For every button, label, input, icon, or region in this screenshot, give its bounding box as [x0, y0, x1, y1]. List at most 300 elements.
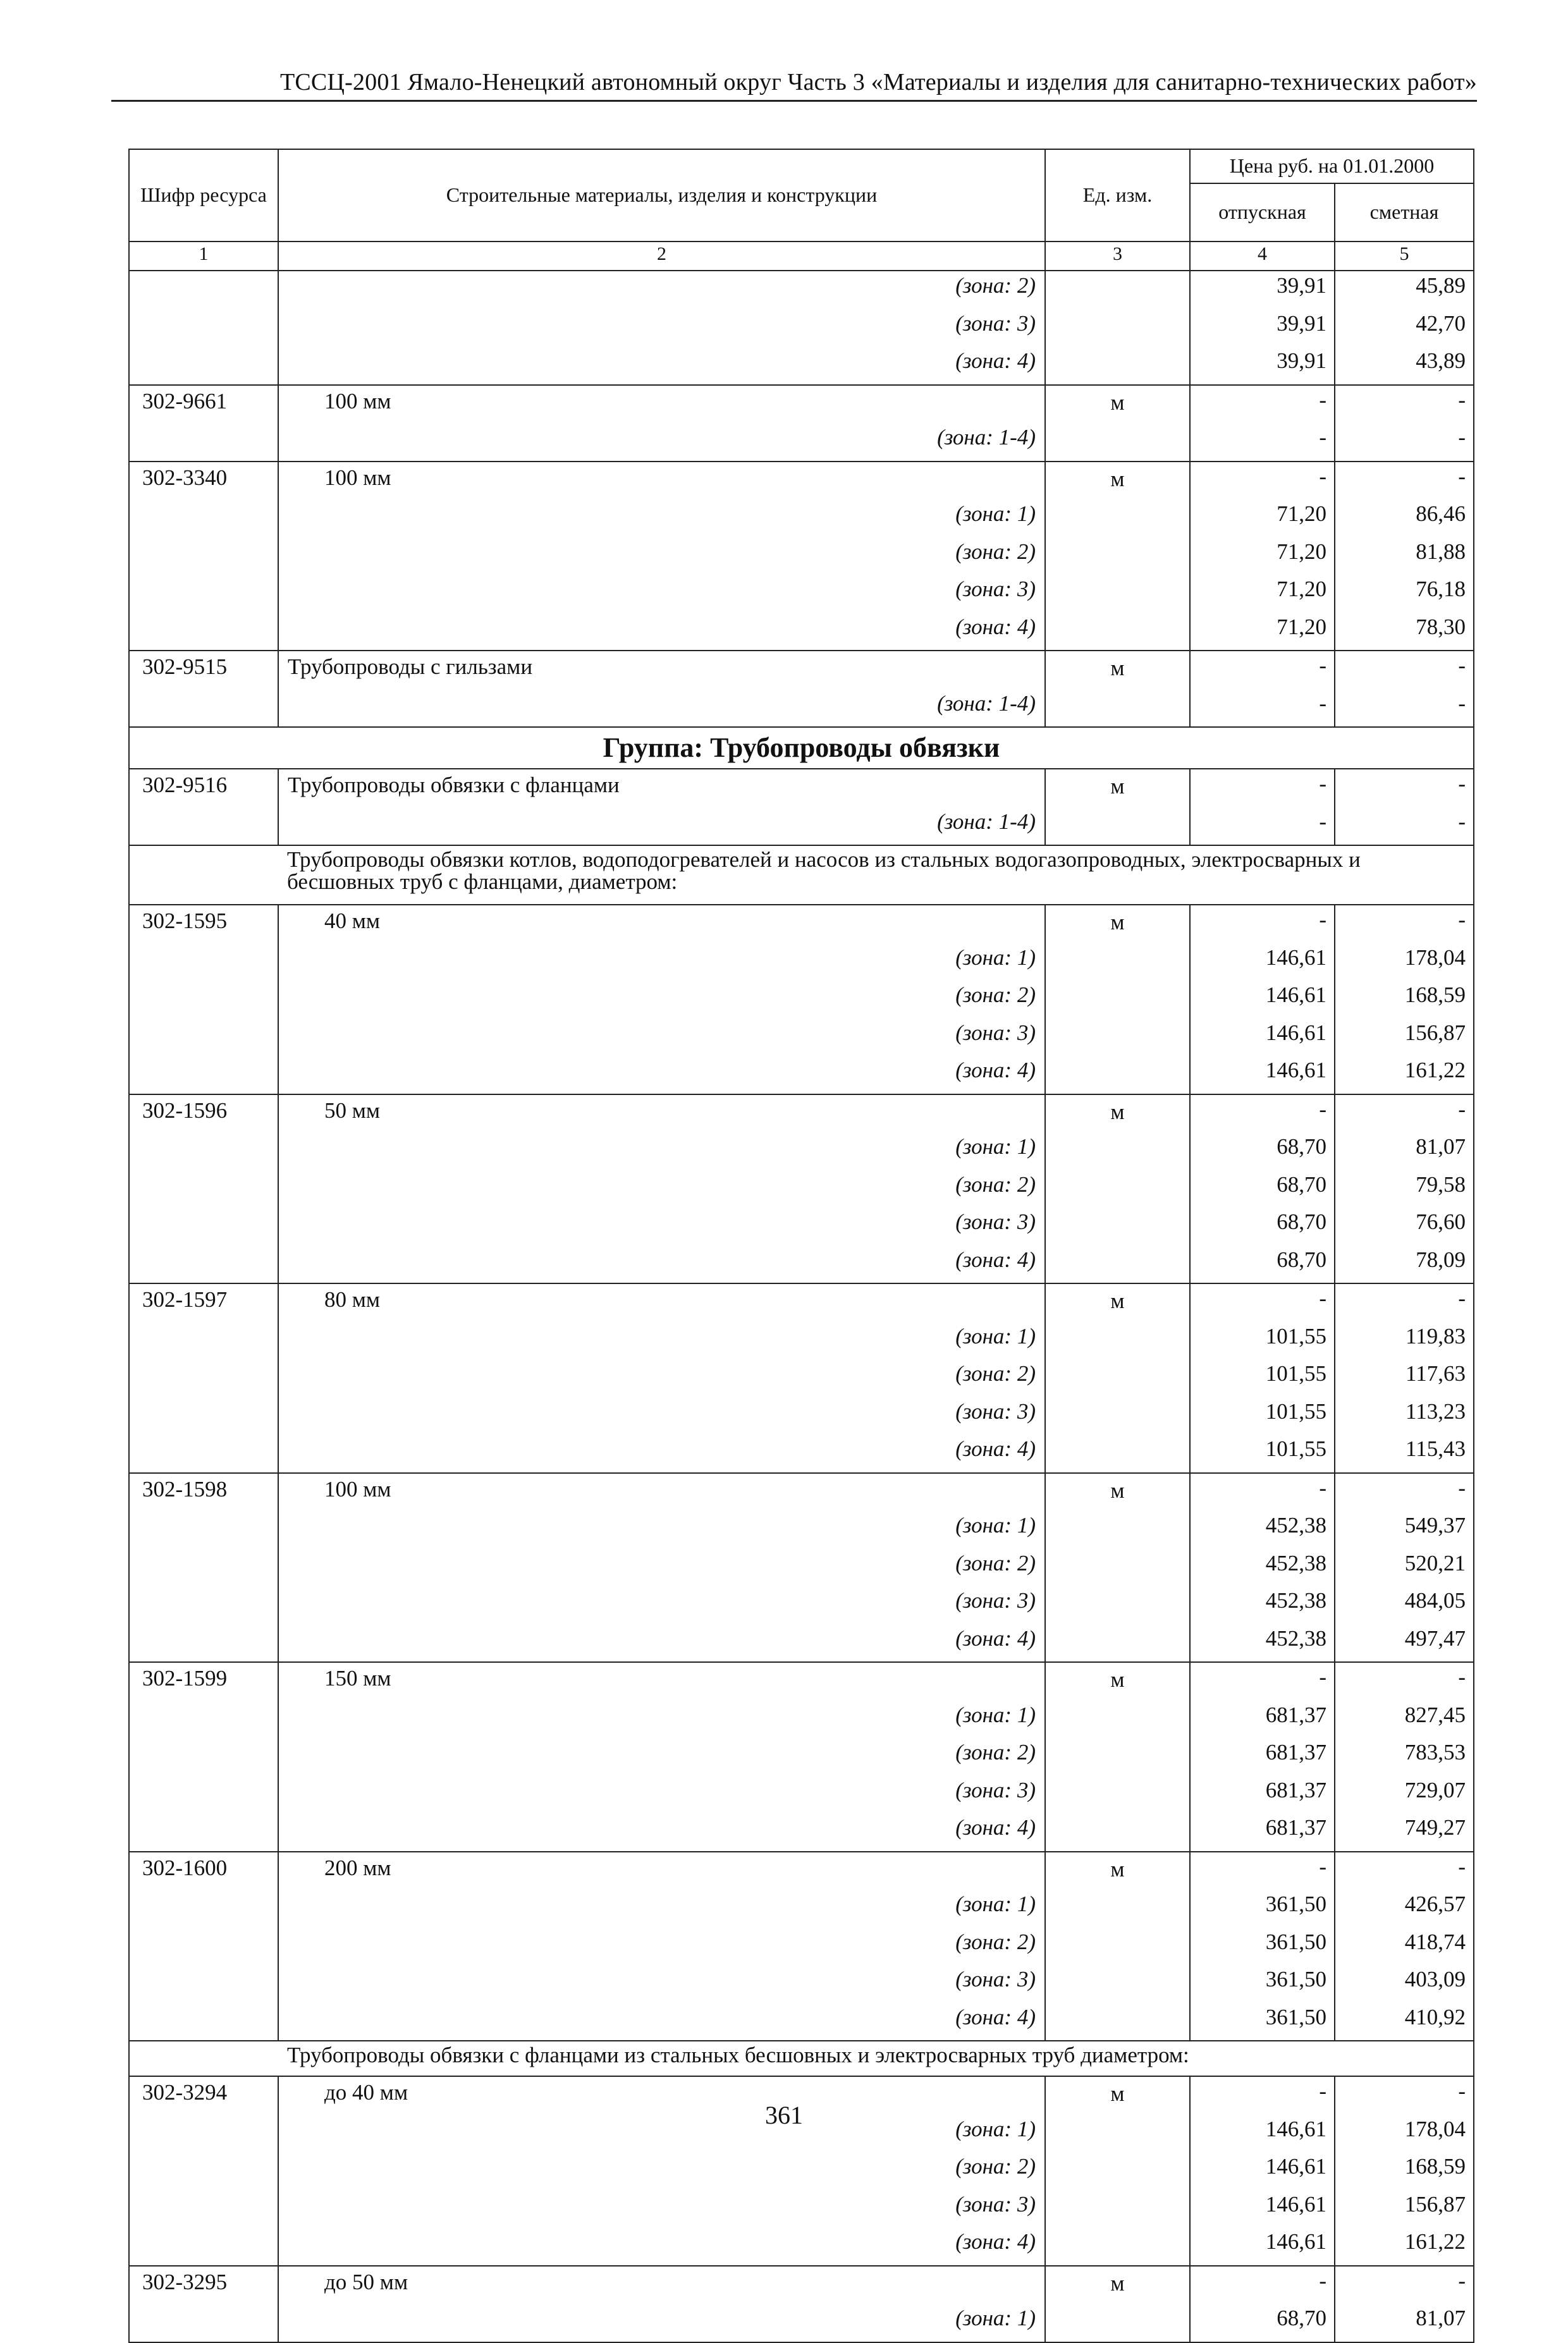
unit-cell [1045, 1586, 1190, 1624]
resource-code [129, 1928, 278, 1966]
table-row [129, 1322, 1474, 1360]
material-name: Трубопроводы с гильзами [278, 651, 1045, 689]
resource-code [129, 1019, 278, 1056]
unit-cell [1045, 1435, 1190, 1473]
unit-cell [1045, 1928, 1190, 1966]
resource-code: 302-9515 [129, 651, 278, 689]
resource-code [129, 689, 278, 728]
estimate-price: 729,07 [1335, 1776, 1474, 1814]
estimate-price: 156,87 [1335, 1019, 1474, 1056]
table-row [129, 1662, 1474, 1701]
table-row [129, 309, 1474, 347]
material-name: Трубопроводы обвязки с фланцами [278, 769, 1045, 807]
zone-label: (зона: 1-4) [278, 689, 1045, 728]
resource-code [129, 1435, 278, 1473]
release-price: 361,50 [1190, 1890, 1335, 1928]
release-price: 452,38 [1190, 1624, 1335, 1663]
table-row [129, 1170, 1474, 1208]
table-row [129, 1473, 1474, 1512]
estimate-price: - [1335, 651, 1474, 689]
estimate-price: 827,45 [1335, 1701, 1474, 1739]
unit-cell [1045, 2304, 1190, 2342]
release-price: 68,70 [1190, 1245, 1335, 1284]
unit-cell [1045, 499, 1190, 537]
resource-code [129, 981, 278, 1019]
unit-cell [1045, 1322, 1190, 1360]
estimate-price: - [1335, 807, 1474, 846]
zone-label: (зона: 4) [278, 2227, 1045, 2266]
release-price: 71,20 [1190, 613, 1335, 651]
column-number: 5 [1335, 242, 1474, 271]
release-price: - [1190, 651, 1335, 689]
table-row [129, 1359, 1474, 1397]
unit-cell: м [1045, 1283, 1190, 1322]
column-header-estimate-price: сметная [1335, 183, 1474, 242]
resource-code [129, 2190, 278, 2228]
resource-code: 302-3340 [129, 462, 278, 500]
column-header-release-price: отпускная [1190, 183, 1335, 242]
table-row [129, 981, 1474, 1019]
release-price: 146,61 [1190, 1019, 1335, 1056]
resource-code [129, 1245, 278, 1284]
table-row [129, 2003, 1474, 2041]
resource-code: 302-3295 [129, 2266, 278, 2304]
zone-label: (зона: 3) [278, 1397, 1045, 1435]
column-number: 2 [278, 242, 1045, 271]
release-price: 101,55 [1190, 1322, 1335, 1360]
unit-cell [1045, 423, 1190, 462]
release-price: - [1190, 807, 1335, 846]
zone-label: (зона: 1) [278, 943, 1045, 981]
unit-cell [1045, 1776, 1190, 1814]
resource-code [129, 1890, 278, 1928]
zone-label: (зона: 1) [278, 1890, 1045, 1928]
unit-cell: м [1045, 1852, 1190, 1890]
unit-cell [1045, 1397, 1190, 1435]
table-row [129, 905, 1474, 943]
release-price: - [1190, 769, 1335, 807]
unit-cell [1045, 537, 1190, 575]
table-row [129, 1056, 1474, 1094]
unit-cell [1045, 1019, 1190, 1056]
table-row [129, 1586, 1474, 1624]
resource-code: 302-1595 [129, 905, 278, 943]
table-row [129, 1776, 1474, 1814]
price-table [128, 149, 1474, 2343]
estimate-price: 45,89 [1335, 271, 1474, 309]
zone-label: (зона: 2) [278, 271, 1045, 309]
estimate-price: 418,74 [1335, 1928, 1474, 1966]
table-row [129, 575, 1474, 613]
release-price: - [1190, 1283, 1335, 1322]
unit-cell [1045, 1132, 1190, 1170]
zone-label: (зона: 3) [278, 309, 1045, 347]
release-price: 361,50 [1190, 1928, 1335, 1966]
estimate-price: 156,87 [1335, 2190, 1474, 2228]
table-row [129, 423, 1474, 462]
estimate-price: 117,63 [1335, 1359, 1474, 1397]
material-name: 100 мм [278, 1473, 1045, 1512]
material-name: 100 мм [278, 385, 1045, 424]
zone-label: (зона: 1) [278, 499, 1045, 537]
release-price: 361,50 [1190, 1965, 1335, 2003]
table-row [129, 1019, 1474, 1056]
unit-cell [1045, 1624, 1190, 1663]
resource-code [129, 2304, 278, 2342]
resource-code [129, 423, 278, 462]
release-price: 452,38 [1190, 1511, 1335, 1549]
unit-cell [1045, 1701, 1190, 1739]
estimate-price: 520,21 [1335, 1549, 1474, 1587]
table-row [129, 1283, 1474, 1322]
group-heading: Группа: Трубопроводы обвязки [129, 727, 1474, 769]
estimate-price: - [1335, 689, 1474, 728]
unit-cell [1045, 943, 1190, 981]
unit-cell [1045, 1245, 1190, 1284]
estimate-price: - [1335, 1094, 1474, 1133]
zone-label: (зона: 1) [278, 2304, 1045, 2342]
table-row [129, 2152, 1474, 2190]
release-price: 71,20 [1190, 575, 1335, 613]
release-price: - [1190, 2076, 1335, 2115]
estimate-price: 119,83 [1335, 1322, 1474, 1360]
unit-cell [1045, 2003, 1190, 2041]
table-row [129, 1928, 1474, 1966]
resource-code: 302-1600 [129, 1852, 278, 1890]
estimate-price: 484,05 [1335, 1586, 1474, 1624]
table-row [129, 1549, 1474, 1587]
material-name: 50 мм [278, 1094, 1045, 1133]
release-price: - [1190, 905, 1335, 943]
table-row [129, 1094, 1474, 1133]
zone-label: (зона: 3) [278, 1965, 1045, 2003]
estimate-price: 403,09 [1335, 1965, 1474, 2003]
column-number: 3 [1045, 242, 1190, 271]
table-row [129, 613, 1474, 651]
resource-code [129, 2003, 278, 2041]
release-price: 146,61 [1190, 2227, 1335, 2266]
zone-label: (зона: 3) [278, 2190, 1045, 2228]
resource-code [129, 1511, 278, 1549]
table-row [129, 651, 1474, 689]
resource-code: 302-1596 [129, 1094, 278, 1133]
zone-label: (зона: 1) [278, 1132, 1045, 1170]
resource-code [129, 1208, 278, 1245]
estimate-price: - [1335, 1852, 1474, 1890]
estimate-price: 79,58 [1335, 1170, 1474, 1208]
release-price: - [1190, 2266, 1335, 2304]
zone-label: (зона: 4) [278, 1056, 1045, 1094]
table-row [129, 807, 1474, 846]
estimate-price: 76,60 [1335, 1208, 1474, 1245]
zone-label: (зона: 2) [278, 1359, 1045, 1397]
resource-code [129, 2227, 278, 2266]
resource-code [129, 271, 278, 309]
resource-code: 302-9661 [129, 385, 278, 424]
table-header [129, 149, 1474, 271]
zone-label: (зона: 2) [278, 537, 1045, 575]
estimate-price: - [1335, 423, 1474, 462]
release-price: 681,37 [1190, 1813, 1335, 1852]
table-row [129, 2190, 1474, 2228]
release-price: 101,55 [1190, 1397, 1335, 1435]
unit-cell [1045, 613, 1190, 651]
release-price: 39,91 [1190, 271, 1335, 309]
estimate-price: 783,53 [1335, 1738, 1474, 1776]
unit-cell [1045, 1208, 1190, 1245]
release-price: - [1190, 423, 1335, 462]
zone-label: (зона: 4) [278, 1624, 1045, 1663]
resource-code [129, 1170, 278, 1208]
table-row [129, 1245, 1474, 1284]
zone-label: (зона: 1) [278, 1511, 1045, 1549]
estimate-price: 178,04 [1335, 2115, 1474, 2153]
estimate-price: 497,47 [1335, 1624, 1474, 1663]
estimate-price: - [1335, 1473, 1474, 1512]
table-row [129, 1511, 1474, 1549]
resource-code [129, 1056, 278, 1094]
resource-code [129, 1738, 278, 1776]
estimate-price: 78,09 [1335, 1245, 1474, 1284]
table-body [129, 271, 1474, 2342]
zone-label: (зона: 2) [278, 2152, 1045, 2190]
zone-label: (зона: 4) [278, 613, 1045, 651]
unit-cell [1045, 2190, 1190, 2228]
material-name: 200 мм [278, 1852, 1045, 1890]
material-name: 40 мм [278, 905, 1045, 943]
unit-cell [1045, 1813, 1190, 1852]
zone-label: (зона: 3) [278, 1019, 1045, 1056]
estimate-price: 78,30 [1335, 613, 1474, 651]
estimate-price: - [1335, 385, 1474, 424]
estimate-price: 81,07 [1335, 1132, 1474, 1170]
unit-cell: м [1045, 385, 1190, 424]
table-row [129, 462, 1474, 500]
release-price: 452,38 [1190, 1549, 1335, 1587]
release-price: 146,61 [1190, 2152, 1335, 2190]
table-row [129, 1890, 1474, 1928]
resource-code [129, 2152, 278, 2190]
material-name: 150 мм [278, 1662, 1045, 1701]
resource-code [129, 309, 278, 347]
resource-code [129, 537, 278, 575]
estimate-price: 161,22 [1335, 1056, 1474, 1094]
release-price: - [1190, 689, 1335, 728]
resource-code [129, 1549, 278, 1587]
table-row [129, 1813, 1474, 1852]
release-price: - [1190, 1852, 1335, 1890]
resource-code [129, 1776, 278, 1814]
table-row [129, 1852, 1474, 1890]
estimate-price: 178,04 [1335, 943, 1474, 981]
section-note-row [129, 845, 1474, 905]
unit-cell: м [1045, 1662, 1190, 1701]
estimate-price: - [1335, 2266, 1474, 2304]
resource-code [129, 1624, 278, 1663]
resource-code [129, 1813, 278, 1852]
unit-cell: м [1045, 2076, 1190, 2115]
table-row [129, 1435, 1474, 1473]
table-row [129, 1701, 1474, 1739]
estimate-price: 168,59 [1335, 2152, 1474, 2190]
table-row [129, 2266, 1474, 2304]
unit-cell: м [1045, 1094, 1190, 1133]
resource-code [129, 807, 278, 846]
unit-cell [1045, 981, 1190, 1019]
zone-label: (зона: 1-4) [278, 423, 1045, 462]
zone-label: (зона: 3) [278, 1586, 1045, 1624]
unit-cell [1045, 1511, 1190, 1549]
zone-label: (зона: 2) [278, 981, 1045, 1019]
table-row [129, 2304, 1474, 2342]
zone-label: (зона: 1-4) [278, 807, 1045, 846]
unit-cell [1045, 1738, 1190, 1776]
release-price: - [1190, 385, 1335, 424]
release-price: 146,61 [1190, 1056, 1335, 1094]
table-row [129, 385, 1474, 424]
zone-label: (зона: 2) [278, 1928, 1045, 1966]
estimate-price: - [1335, 1283, 1474, 1322]
column-number-row [129, 242, 1474, 271]
release-price: 71,20 [1190, 499, 1335, 537]
zone-label: (зона: 1) [278, 1701, 1045, 1739]
estimate-price: 115,43 [1335, 1435, 1474, 1473]
zone-label: (зона: 2) [278, 1549, 1045, 1587]
release-price: 68,70 [1190, 1132, 1335, 1170]
section-note: Трубопроводы обвязки с фланцами из стальных бесшовных и электросварных труб диаметром: [129, 2041, 1474, 2076]
section-note-row [129, 2041, 1474, 2076]
group-row [129, 727, 1474, 769]
release-price: - [1190, 1473, 1335, 1512]
table-row [129, 537, 1474, 575]
estimate-price: - [1335, 769, 1474, 807]
estimate-price: 113,23 [1335, 1397, 1474, 1435]
zone-label: (зона: 2) [278, 1738, 1045, 1776]
release-price: 681,37 [1190, 1701, 1335, 1739]
unit-cell [1045, 1056, 1190, 1094]
unit-cell [1045, 346, 1190, 385]
table-row [129, 2227, 1474, 2266]
release-price: 452,38 [1190, 1586, 1335, 1624]
material-name: 80 мм [278, 1283, 1045, 1322]
unit-cell [1045, 689, 1190, 728]
estimate-price: 81,07 [1335, 2304, 1474, 2342]
release-price: - [1190, 1094, 1335, 1133]
estimate-price: - [1335, 1662, 1474, 1701]
unit-cell: м [1045, 1473, 1190, 1512]
unit-cell [1045, 1890, 1190, 1928]
estimate-price: 410,92 [1335, 2003, 1474, 2041]
page-number: 361 [765, 2101, 803, 2129]
zone-label: (зона: 3) [278, 575, 1045, 613]
unit-cell: м [1045, 769, 1190, 807]
unit-cell [1045, 807, 1190, 846]
estimate-price: 749,27 [1335, 1813, 1474, 1852]
table-row [129, 1132, 1474, 1170]
release-price: 101,55 [1190, 1359, 1335, 1397]
resource-code [129, 1701, 278, 1739]
release-price: - [1190, 462, 1335, 500]
release-price: 146,61 [1190, 2190, 1335, 2228]
estimate-price: 549,37 [1335, 1511, 1474, 1549]
unit-cell [1045, 271, 1190, 309]
unit-cell: м [1045, 905, 1190, 943]
unit-cell [1045, 309, 1190, 347]
release-price: 71,20 [1190, 537, 1335, 575]
unit-cell [1045, 2227, 1190, 2266]
table-row [129, 499, 1474, 537]
estimate-price: 161,22 [1335, 2227, 1474, 2266]
estimate-price: - [1335, 462, 1474, 500]
column-number: 4 [1190, 242, 1335, 271]
unit-cell [1045, 1965, 1190, 2003]
resource-code [129, 943, 278, 981]
table-row [129, 1208, 1474, 1245]
release-price: 39,91 [1190, 309, 1335, 347]
resource-code [129, 499, 278, 537]
material-name: 100 мм [278, 462, 1045, 500]
release-price: 68,70 [1190, 1208, 1335, 1245]
section-note: Трубопроводы обвязки котлов, водоподогревателей и насосов из стальных водогазопроводных, электросварных и бесшовных труб с фланцами, диаметром: [129, 845, 1474, 905]
resource-code: 302-9516 [129, 769, 278, 807]
running-header: ТССЦ-2001 Ямало-Ненецкий автономный округ Часть 3 «Материалы и изделия для санитарно-технических работ» [111, 68, 1477, 102]
unit-cell [1045, 1359, 1190, 1397]
estimate-price: 76,18 [1335, 575, 1474, 613]
release-price: 146,61 [1190, 2115, 1335, 2153]
column-header-code: Шифр ресурса [129, 149, 278, 242]
table-row [129, 1738, 1474, 1776]
resource-code [129, 1586, 278, 1624]
column-header-materials: Строительные материалы, изделия и конструкции [278, 149, 1045, 242]
estimate-price: 42,70 [1335, 309, 1474, 347]
table-row [129, 1965, 1474, 2003]
table-row [129, 346, 1474, 385]
release-price: 146,61 [1190, 943, 1335, 981]
unit-cell [1045, 1170, 1190, 1208]
estimate-price: 81,88 [1335, 537, 1474, 575]
resource-code: 302-1598 [129, 1473, 278, 1512]
unit-cell: м [1045, 651, 1190, 689]
resource-code [129, 1397, 278, 1435]
release-price: 39,91 [1190, 346, 1335, 385]
unit-cell: м [1045, 462, 1190, 500]
table-row [129, 271, 1474, 309]
release-price: 681,37 [1190, 1738, 1335, 1776]
zone-label: (зона: 4) [278, 2003, 1045, 2041]
unit-cell [1045, 1549, 1190, 1587]
table-row [129, 769, 1474, 807]
unit-cell [1045, 2152, 1190, 2190]
zone-label: (зона: 2) [278, 1170, 1045, 1208]
unit-cell [1045, 575, 1190, 613]
zone-label: (зона: 3) [278, 1208, 1045, 1245]
resource-code: 302-1599 [129, 1662, 278, 1701]
table-row [129, 689, 1474, 728]
zone-label: (зона: 4) [278, 1245, 1045, 1284]
resource-code [129, 575, 278, 613]
release-price: 146,61 [1190, 981, 1335, 1019]
resource-code: 302-3294 [129, 2076, 278, 2115]
table-row [129, 943, 1474, 981]
unit-cell: м [1045, 2266, 1190, 2304]
resource-code [129, 1965, 278, 2003]
column-header-unit: Ед. изм. [1045, 149, 1190, 242]
release-price: 68,70 [1190, 2304, 1335, 2342]
table-row [129, 1624, 1474, 1663]
table-row [129, 1397, 1474, 1435]
release-price: 361,50 [1190, 2003, 1335, 2041]
estimate-price: 426,57 [1335, 1890, 1474, 1928]
